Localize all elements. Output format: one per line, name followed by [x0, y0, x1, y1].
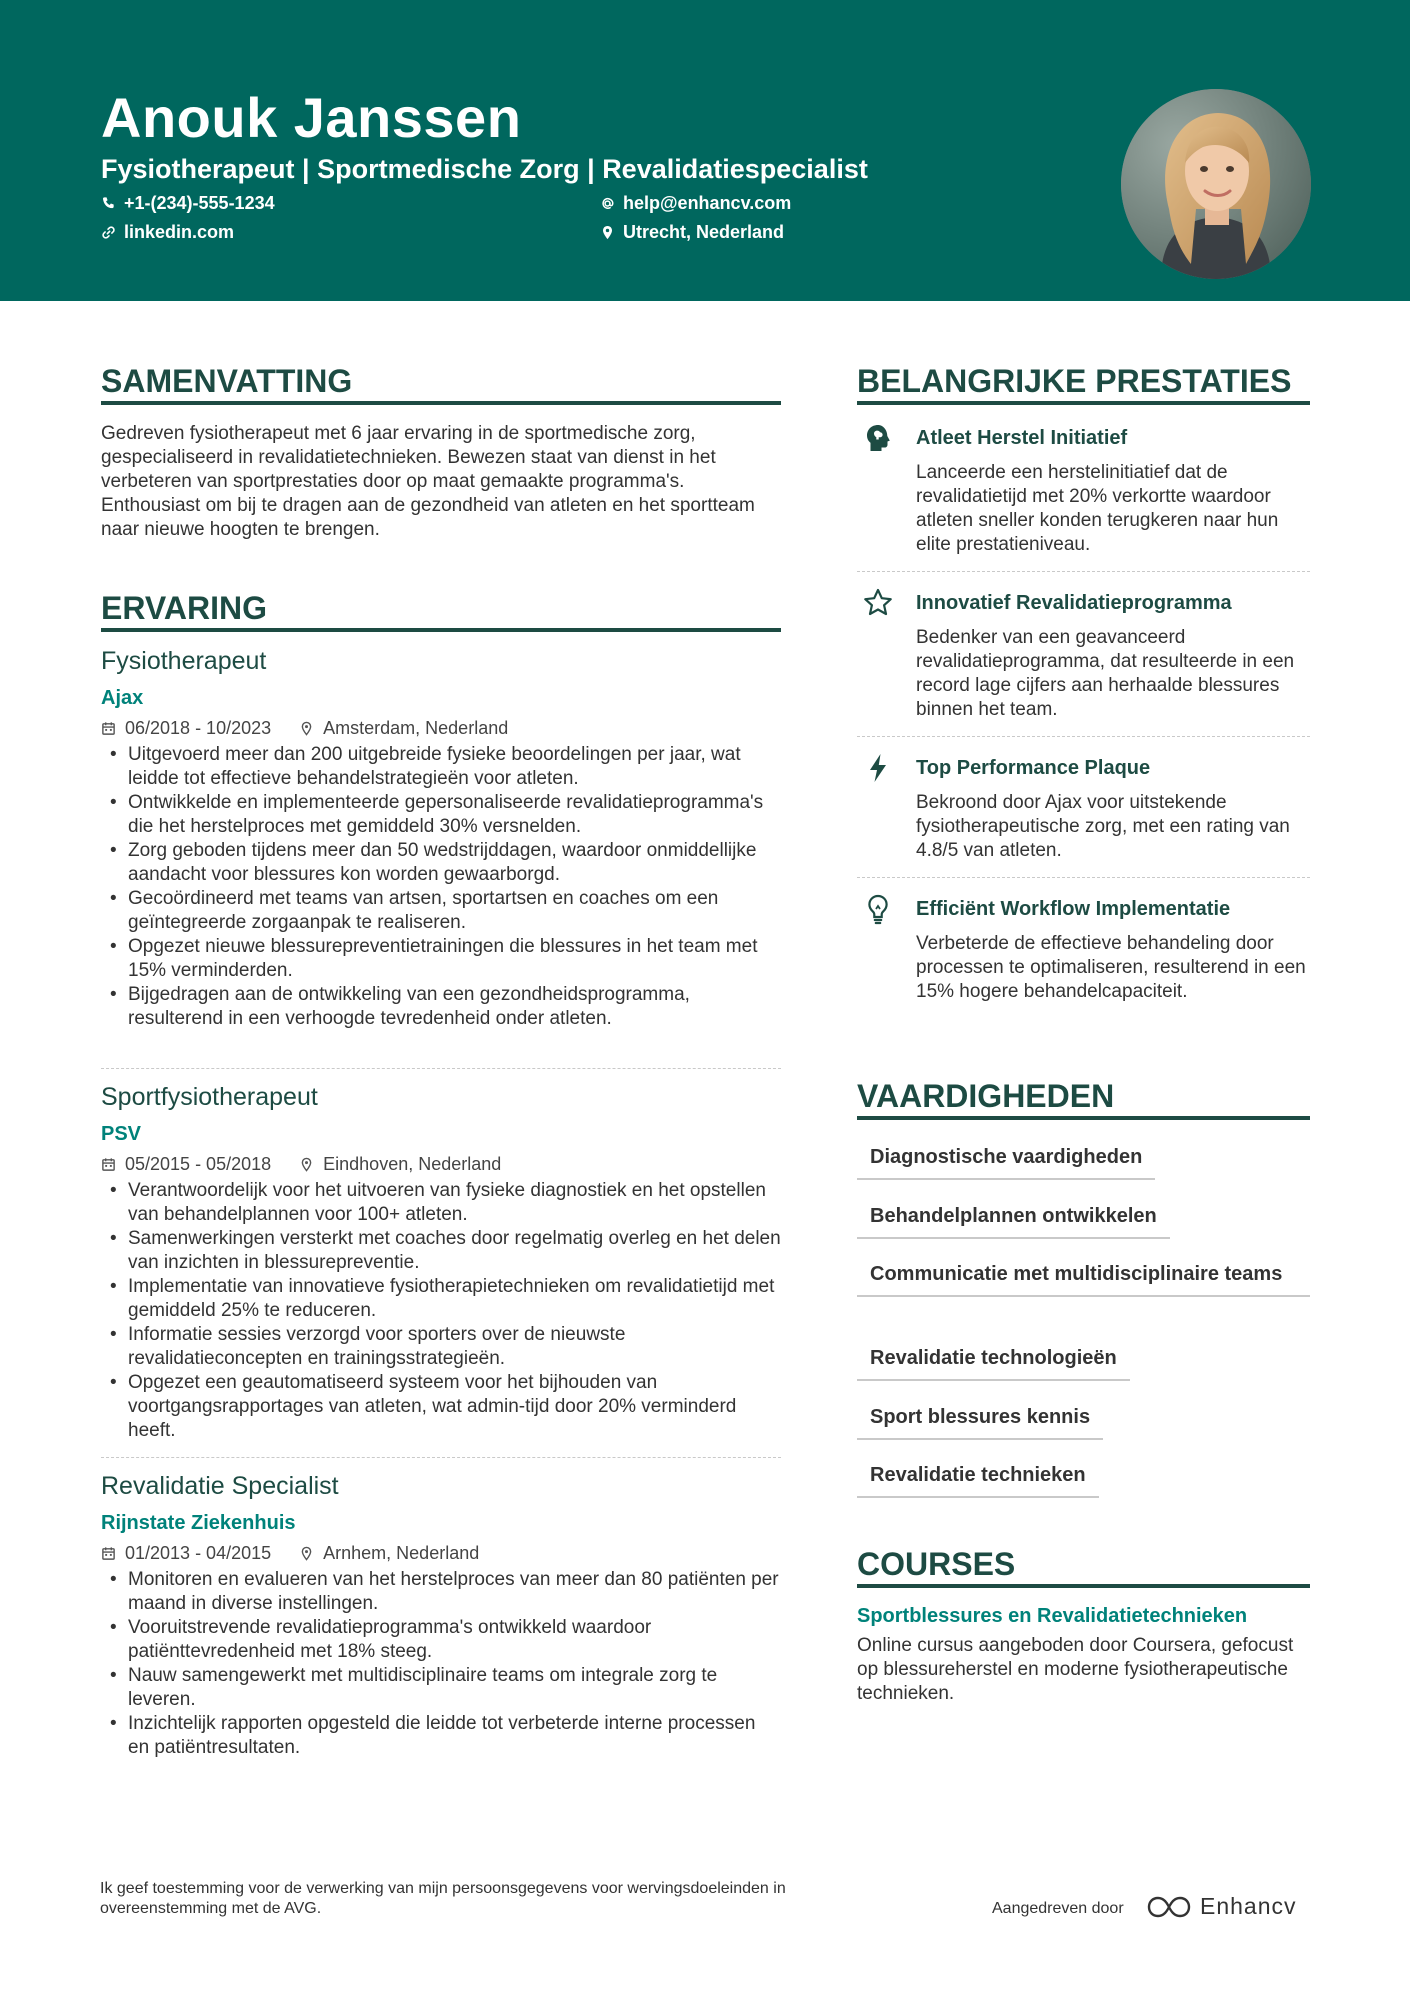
skill-tag: Sport blessures kennis — [857, 1404, 1103, 1440]
map-pin-icon — [299, 1157, 314, 1172]
list-item: • Informatie sessies verzorgd voor sporters over de nieuwste revalidatieconcepten en trainingsstrategieën. — [101, 1323, 781, 1371]
skill-tag: Revalidatie technieken — [857, 1462, 1099, 1498]
summary-heading: SAMENVATTING — [101, 363, 353, 399]
profile-photo — [1121, 89, 1311, 279]
profile-portrait-icon — [1121, 89, 1311, 279]
skill-tag: Behandelplannen ontwikkelen — [857, 1203, 1170, 1239]
summary-rule — [101, 401, 781, 405]
divider — [857, 736, 1310, 737]
job-bullets — [101, 743, 781, 1031]
achievement-desc: Bekroond door Ajax voor uitstekende fysiotherapeutische zorg, met een rating van 4.8/5 van atleten. — [916, 792, 1290, 861]
job-dates: 05/2015 - 05/2018 — [125, 1154, 272, 1174]
calendar-icon — [101, 1157, 116, 1172]
achievement-desc: Lanceerde een herstelinitiatief dat de revalidatietijd met 20% verkortte waardoor atleten sneller konden terugkeren naar hun elite prestatieniveau. — [916, 462, 1279, 555]
job-bullets — [101, 1568, 781, 1760]
list-item: • Verantwoordelijk voor het uitvoeren van fysieke diagnostiek en het opstellen van behandelplannen voor 100+ atleten. — [101, 1179, 781, 1227]
brand-logo[interactable] — [1146, 1893, 1297, 1920]
calendar-icon — [101, 721, 116, 736]
job-role: Revalidatie Specialist — [101, 1472, 339, 1500]
star-icon — [862, 587, 894, 619]
at-sign-icon — [600, 196, 615, 211]
powered-by-label: Aangedreven door — [992, 1900, 1124, 1917]
lightning-bolt-icon — [862, 752, 894, 784]
divider — [101, 1457, 781, 1458]
location-text: Utrecht, Nederland — [623, 222, 785, 242]
course-desc: Online cursus aangeboden door Coursera, gefocust op blessureherstel en moderne fysiotherapeutische technieken. — [857, 1635, 1294, 1704]
divider — [857, 571, 1310, 572]
job-role: Sportfysiotherapeut — [101, 1083, 318, 1111]
header-banner — [0, 0, 1410, 301]
experience-rule — [101, 628, 781, 632]
job-meta — [101, 1153, 501, 1175]
list-item: • Implementatie van innovatieve fysiotherapietechnieken om revalidatietijd met gemiddeld 25% te reduceren. — [101, 1275, 781, 1323]
job-organization: Ajax — [101, 687, 144, 709]
job-dates: 01/2013 - 04/2015 — [125, 1543, 272, 1563]
list-item: • Nauw samengewerkt met multidisciplinaire teams om integrale zorg te leveren. — [101, 1664, 781, 1712]
skill-tag: Revalidatie technologieën — [857, 1345, 1130, 1381]
list-item: • Monitoren en evalueren van het herstelproces van meer dan 80 patiënten per maand in diverse instellingen. — [101, 1568, 781, 1616]
contact-phone[interactable] — [101, 192, 275, 214]
list-item: • Opgezet een geautomatiseerd systeem voor het bijhouden van voortgangsrapportages van atleten, wat admin-tijd door 20% verminderd heeft. — [101, 1371, 781, 1443]
job-organization: PSV — [101, 1123, 142, 1145]
infinity-logo-icon — [1146, 1894, 1192, 1920]
job-dates: 06/2018 - 10/2023 — [125, 718, 272, 738]
link-icon — [101, 225, 116, 240]
achievements-heading: BELANGRIJKE PRESTATIES — [857, 363, 1292, 399]
list-item: • Gecoördineerd met teams van artsen, sportartsen en coaches om een geïntegreerde zorgaanpak te realiseren. — [101, 887, 781, 935]
map-pin-icon — [299, 721, 314, 736]
list-item: • Bijgedragen aan de ontwikkeling van een gezondheidsprogramma, resulterend in een verhoogde tevredenheid onder atleten. — [101, 983, 781, 1031]
list-item: • Zorg geboden tijdens meer dan 50 wedstrijddagen, waardoor onmiddellijke aandacht voor blessures kon worden gewaarborgd. — [101, 839, 781, 887]
course-title: Sportblessures en Revalidatietechnieken — [857, 1605, 1248, 1627]
candidate-name: Anouk Janssen — [101, 86, 522, 149]
achievement-desc: Verbeterde de effectieve behandeling door processen te optimaliseren, resulterend in een 15% hogere behandelcapaciteit. — [916, 933, 1306, 1002]
job-meta — [101, 717, 508, 739]
candidate-title: Fysiotherapeut | Sportmedische Zorg | Revalidatiespecialist — [101, 154, 868, 184]
contact-email[interactable] — [600, 192, 791, 214]
consent-note: Ik geef toestemming voor de verwerking van mijn persoonsgegevens voor wervingsdoeleinden in overeenstemming met de AVG. — [100, 1880, 786, 1917]
linkedin-text: linkedin.com — [124, 222, 235, 242]
achievement-title: Innovatief Revalidatieprogramma — [916, 592, 1232, 614]
divider — [857, 877, 1310, 878]
calendar-icon — [101, 1546, 116, 1561]
job-location: Amsterdam, Nederland — [323, 718, 509, 738]
job-location: Arnhem, Nederland — [323, 1543, 480, 1563]
courses-rule — [857, 1584, 1310, 1588]
job-organization: Rijnstate Ziekenhuis — [101, 1512, 296, 1534]
list-item: • Opgezet nieuwe blessurepreventietrainingen die blessures in het team met 15% verminderden. — [101, 935, 781, 983]
skill-tag: Communicatie met multidisciplinaire teams — [857, 1261, 1310, 1297]
phone-icon — [101, 196, 116, 211]
job-role: Fysiotherapeut — [101, 647, 267, 675]
skill-tag: Diagnostische vaardigheden — [857, 1144, 1155, 1180]
experience-heading: ERVARING — [101, 590, 267, 626]
list-item: • Samenwerkingen versterkt met coaches door regelmatig overleg en het delen van inzichten in blessurepreventie. — [101, 1227, 781, 1275]
achievement-desc: Bedenker van een geavanceerd revalidatieprogramma, dat resulteerde in een record lage cijfers aan herhaalde blessures binnen het team. — [916, 627, 1295, 720]
phone-text: +1-(234)-555-1234 — [124, 193, 275, 213]
skills-rule — [857, 1116, 1310, 1120]
list-item: • Uitgevoerd meer dan 200 uitgebreide fysieke beoordelingen per jaar, wat leidde tot effectieve behandelstrategieën voor atleten. — [101, 743, 781, 791]
contact-linkedin[interactable] — [101, 221, 234, 243]
map-pin-icon — [299, 1546, 314, 1561]
divider — [101, 1068, 781, 1069]
job-bullets — [101, 1179, 781, 1443]
map-pin-icon — [600, 225, 615, 240]
summary-text: Gedreven fysiotherapeut met 6 jaar ervaring in de sportmedische zorg, gespecialiseerd in revalidatietechnieken. Bewezen staat van dienst in het verbeteren van sportprestaties door op maat gemaakte programma's. Enthousiast om bij te dragen aan de gezondheid van atleten en het sportteam naar nieuwe hoogten te brengen. — [101, 423, 755, 540]
job-location: Eindhoven, Nederland — [323, 1154, 502, 1174]
achievement-title: Efficiënt Workflow Implementatie — [916, 898, 1231, 920]
list-item: • Ontwikkelde en implementeerde gepersonaliseerde revalidatieprogramma's die het herstelproces met gemiddeld 30% versnelden. — [101, 791, 781, 839]
list-item: • Vooruitstrevende revalidatieprogramma's ontwikkeld waardoor patiënttevredenheid met 18% steeg. — [101, 1616, 781, 1664]
email-text: help@enhancv.com — [623, 193, 792, 213]
achievement-title: Atleet Herstel Initiatief — [916, 427, 1128, 449]
head-profile-icon — [862, 422, 894, 454]
contact-location — [600, 221, 784, 243]
job-meta — [101, 1542, 479, 1564]
achievement-title: Top Performance Plaque — [916, 757, 1151, 779]
lightbulb-icon — [862, 893, 894, 925]
courses-heading: COURSES — [857, 1546, 1016, 1582]
brand-name: Enhancv — [1200, 1893, 1297, 1919]
achievements-rule — [857, 401, 1310, 405]
list-item: • Inzichtelijk rapporten opgesteld die leidde tot verbeterde interne processen en patiëntresultaten. — [101, 1712, 781, 1760]
skills-heading: VAARDIGHEDEN — [857, 1078, 1115, 1114]
